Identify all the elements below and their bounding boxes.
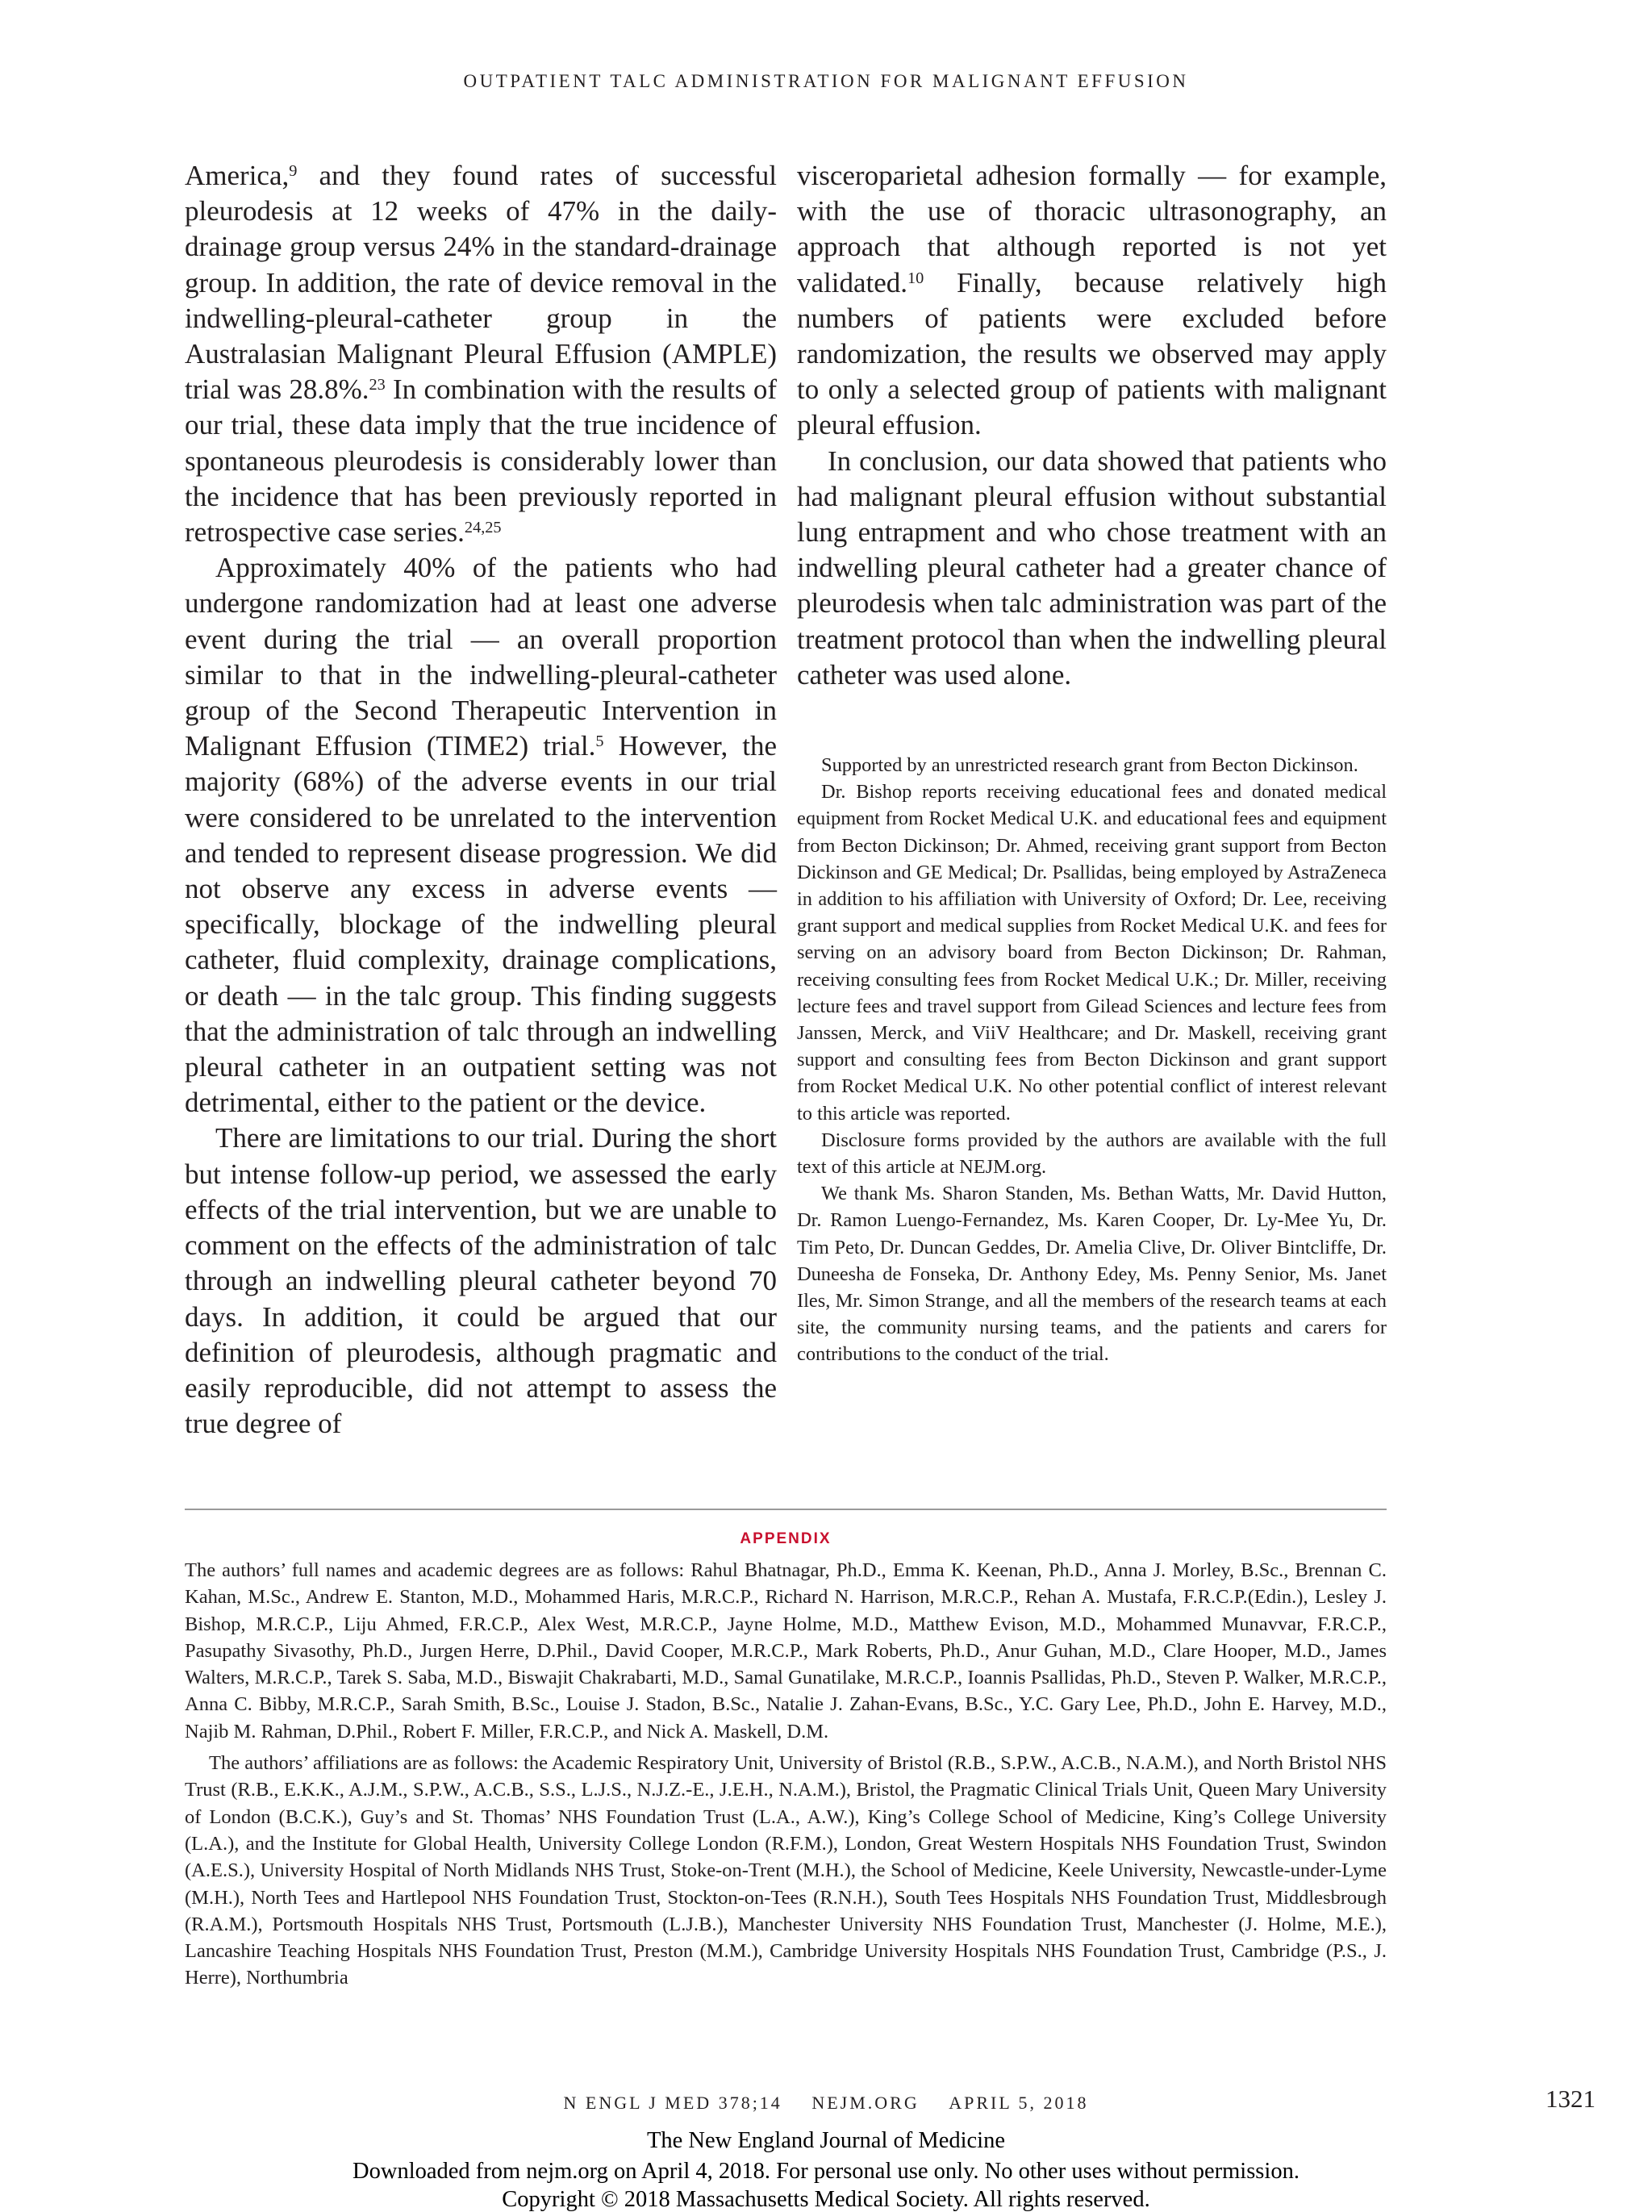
site-link[interactable]: NEJM.ORG <box>811 2093 920 2113</box>
author-names: The authors’ full names and academic degrees are as follows: Rahul Bhatnagar, Ph.D., Emma K. Keenan, Ph.D., Anna J. Morley, B.Sc., Brennan C. Kahan, M.Sc., Andrew E. Stanton, M.D., Mohammed Haris, M.R.C.P., Richard N. Harrison, M.R.C.P., Rehan A. Mustafa, F.R.C.P.(Edin.), Lesley J. Bishop, M.R.C.P., Liju Ahmed, F.R.C.P., Alex West, M.R.C.P., Jayne Holme, M.D., Matthew Evison, M.D., Mohammed Munavvar, F.R.C.P., Pasupathy Sivasothy, Ph.D., Jurgen Herre, D.Phil., David Cooper, M.R.C.P., Mark Roberts, Ph.D., Anur Guhan, M.D., Clare Hooper, M.D., James Walters, M.R.C.P., Tarek S. Saba, M.D., Biswajit Chakrabarti, M.D., Samal Gunatilake, M.R.C.P., Ioannis Psallidas, Ph.D., Steven P. Walker, M.R.C.P., Anna C. Bibby, M.R.C.P., Sarah Smith, B.Sc., Louise J. Stadon, B.Sc., Natalie J. Zahan-Evans, B.Sc., Y.C. Gary Lee, Ph.D., John E. Harvey, M.D., Najib M. Rahman, D.Phil., Robert F. Miller, F.R.C.P., and Nick A. Maskell, D.M. <box>185 1559 1387 1742</box>
running-head: OUTPATIENT TALC ADMINISTRATION FOR MALIGNANT EFFUSION <box>463 71 1189 91</box>
reference: 9 <box>289 161 298 180</box>
left-paragraph-2: Approximately 40% of the patients who had undergone randomization had at least one adverse event during the trial — an overall proportion similar to that in the indwelling-pleural-catheter group of the Second Therapeutic Intervention in Malignant Effusion (TIME2) trial.$^5$ However, the majority (68%) of the adverse events in our trial were considered to be unrelated to the intervention and tended to represent disease progression. We did not observe any excess in adverse events — specifically, blockage of the indwelling pleural catheter, fluid complexity, drainage complications, or death — in the talc group. This finding suggests that the administration of talc through an indwelling pleural catheter in an outpatient setting was not detrimental, either to the patient or the device. <box>185 552 777 1119</box>
left-paragraph-1: America,$^9$ and they found rates of successful pleurodesis at 12 weeks of 47% in the daily-drainage group versus 24% in the standard-drainage group. In addition, the rate of device removal in the indwelling-pleural-catheter group in the Australasian Malignant Pleural Effusion (AMPLE) trial was 28.8%.$^{23}$ In combination with the results of our trial, these data imply that the true incidence of spontaneous pleurodesis is considerably lower than the incidence that has been previously reported in retrospective case series.$^{24,25}$ <box>185 160 777 549</box>
appendix-heading: APPENDIX <box>740 1530 832 1547</box>
journal-name: The New England Journal of Medicine <box>647 2128 1005 2153</box>
citation: N ENGL J MED 378;14 <box>563 2093 782 2113</box>
disclosure-note: Dr. Bishop reports receiving educational fees and donated medical equipment from Rocket Medical U.K. and educational fees and equipment from Becton Dickinson; Dr. Ahmed, receiving grant support from Becton Dickinson and GE Medical; Dr. Psallidas, being employed by AstraZeneca in addition to his affiliation with University of Oxford; Dr. Lee, receiving grant support and medical supplies from Rocket Medical U.K. and fees for serving on an advisory board from Becton Dickinson; Dr. Rahman, receiving consulting fees from Rocket Medical U.K.; Dr. Miller, receiving lecture fees and travel support from Gilead Sciences and lecture fees from Janssen, Merck, and ViiV Healthcare; and Dr. Maskell, receiving grant support and consulting fees from Becton Dickinson and grant support from Rocket Medical U.K. No other potential conflict of interest relevant to this article was reported. <box>797 781 1387 1125</box>
right-paragraph-1: visceroparietal adhesion formally — for example, with the use of thoracic ultrasonography, an approach that although reported is not yet validated.$^{10}$ Finally, because relatively high numbers of patients were excluded before randomization, the results we observed may apply to only a selected group of patients with malignant pleural effusion. <box>797 160 1387 441</box>
disclosure-forms-note: Disclosure forms provided by the authors are available with the full text of this article at NEJM.org. <box>797 1129 1387 1179</box>
article-notes <box>797 752 1387 1368</box>
right-column <box>797 158 1387 693</box>
author-affiliations: The authors’ affiliations are as follows: the Academic Respiratory Unit, University of Bristol (R.B., S.P.W., A.C.B., N.A.M.), and North Bristol NHS Trust (R.B., E.K.K., A.J.M., S.P.W., A.C.B., S.S., L.J.S., N.J.Z.-E., J.E.H., N.A.M.), Bristol, the Pragmatic Clinical Trials Unit, Queen Mary University of London (B.C.K.), Guy’s and St. Thomas’ NHS Foundation Trust (L.A., A.W.), King’s College School of Medicine, King’s College University (L.A.), and the Institute for Global Health, University College London (R.F.M.), London, Great Western Hospitals NHS Foundation Trust, Swindon (A.E.S.), University Hospital of North Midlands NHS Trust, Stoke-on-Trent (M.H.), the School of Medicine, Keele University, Newcastle-under-Lyme (M.H.), North Tees and Hartlepool NHS Foundation Trust, Stockton-on-Tees (R.N.H.), South Tees Hospitals NHS Foundation Trust, Middlesbrough (R.A.M.), Portsmouth Hospitals NHS Trust, Portsmouth (L.J.B.), Manchester University NHS Foundation Trust, Manchester (J. Holme, M.E.), Lancashire Teaching Hospitals NHS Foundation Trust, Preston (M.M.), Cambridge University Hospitals NHS Foundation Trust, Cambridge (P.S., J. Herre), Northumbria <box>185 1752 1387 1989</box>
funding-note: Supported by an unrestricted research grant from Becton Dickinson. <box>821 754 1358 776</box>
acknowledgments: We thank Ms. Sharon Standen, Ms. Bethan Watts, Mr. David Hutton, Dr. Ramon Luengo-Fernandez, Ms. Karen Cooper, Dr. Ly-Mee Yu, Dr. Tim Peto, Dr. Duncan Geddes, Dr. Amelia Clive, Dr. Oliver Bintcliffe, Dr. Duneesha de Fonseka, Dr. Anthony Edey, Ms. Penny Senior, Ms. Janet Iles, Mr. Simon Strange, and all the members of the research teams at each site, the community nursing teams, and the patients and carers for contributions to the conduct of the trial. <box>797 1183 1387 1366</box>
reference: 10 <box>907 269 924 287</box>
left-paragraph-3: There are limitations to our trial. During the short but intense follow-up period, we assessed the early effects of the trial intervention, but we are unable to comment on the effects of the administration of talc through an indwelling pleural catheter beyond 70 days. In addition, it could be argued that our definition of pleurodesis, although pragmatic and easily reproducible, did not attempt to assess the true degree of <box>185 1122 777 1440</box>
appendix <box>185 1557 1387 1992</box>
journal-footer <box>0 2093 1652 2114</box>
reference: 24,25 <box>464 518 502 536</box>
issue-date: APRIL 5, 2018 <box>949 2093 1089 2113</box>
right-paragraph-2: In conclusion, our data showed that patients who had malignant pleural effusion without substantial lung entrapment and who chose treatment with an indwelling pleural catheter had a greater chance of pleurodesis when talc administration was part of the treatment protocol than when the indwelling pleural catheter was used alone. <box>797 444 1387 691</box>
left-column <box>185 158 777 1442</box>
download-notice: Downloaded from nejm.org on April 4, 2018. For personal use only. No other uses without permission. <box>353 2159 1299 2184</box>
reference: 23 <box>369 376 386 394</box>
copyright: Copyright © 2018 Massachusetts Medical Society. All rights reserved. <box>502 2187 1150 2212</box>
reference: 5 <box>595 732 604 751</box>
section-divider <box>185 1509 1387 1510</box>
page-number: 1321 <box>1546 2085 1596 2113</box>
